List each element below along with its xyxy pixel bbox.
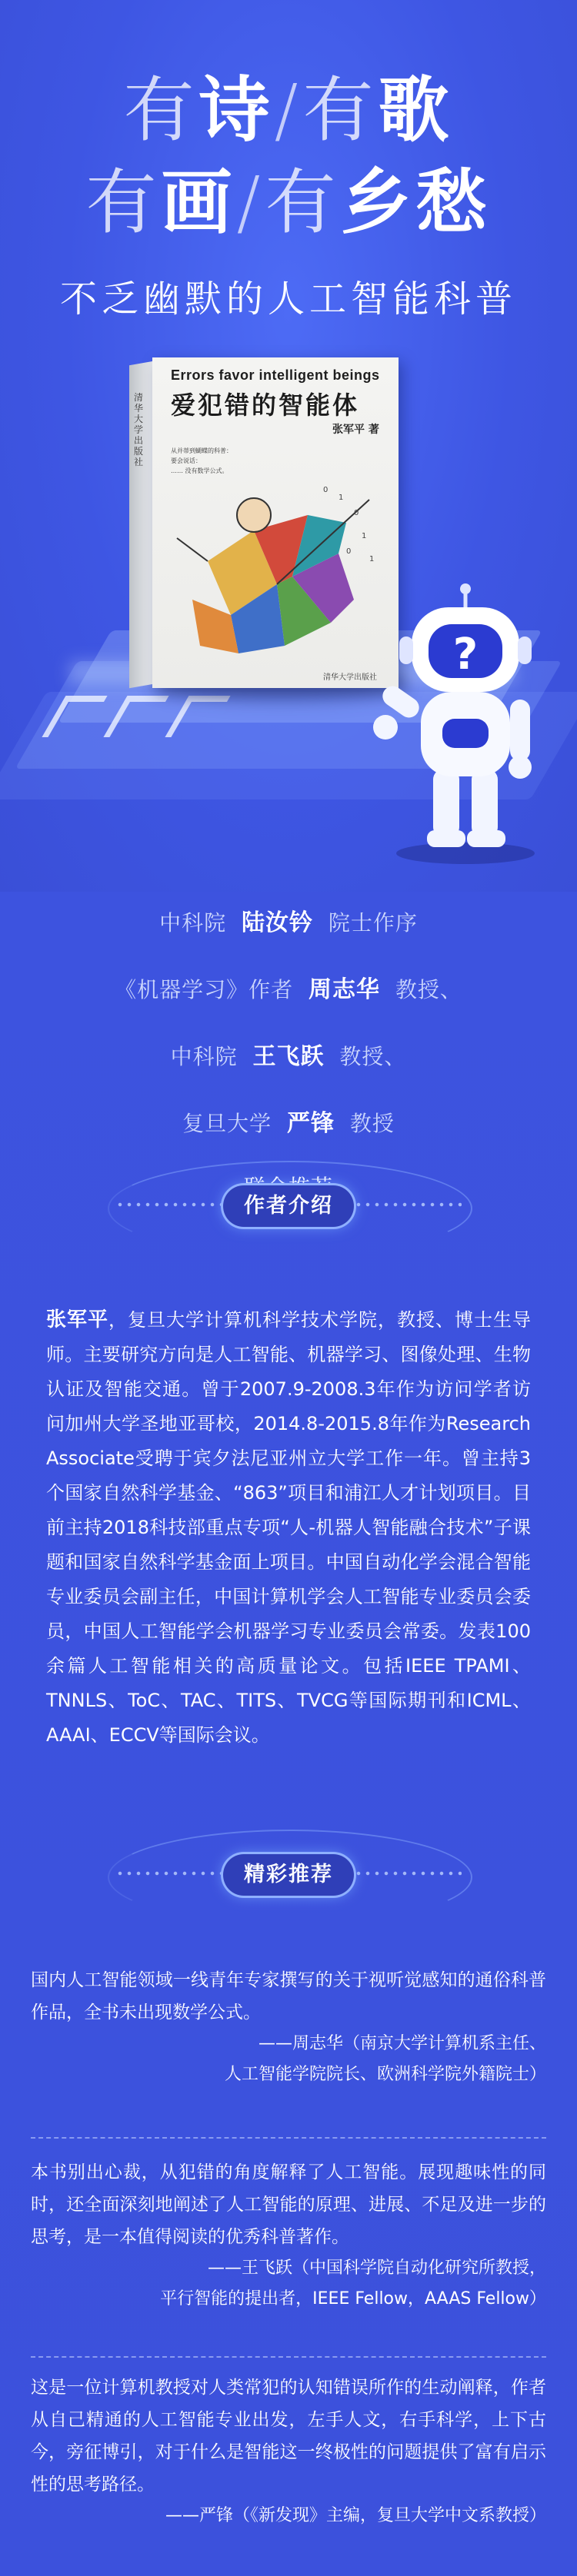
section-title-author: 作者介绍	[223, 1185, 354, 1227]
headline-slash: /	[236, 161, 265, 244]
recommendation-source: ——严锋（《新发现》主编，复旦大学中文系教授）	[165, 2506, 546, 2525]
endorser-name: 严锋	[287, 1110, 335, 1137]
headline-char: 有	[265, 161, 341, 244]
header-dots-decoration	[115, 1871, 223, 1876]
book-cover-line: 要会说话：	[171, 457, 202, 464]
endorser-role: 院士作序	[328, 910, 418, 936]
headline-char: 有	[302, 69, 379, 151]
robot-illustration	[365, 577, 565, 869]
endorser-role: 教授、	[395, 977, 462, 1002]
recommendation-source: 平行智能的提出者，IEEE Fellow，AAAS Fellow）	[160, 2289, 546, 2308]
endorser-name: 王飞跃	[252, 1043, 325, 1070]
endorser-name: 陆汝钤	[242, 909, 313, 936]
headline-slash: /	[274, 69, 303, 151]
svg-text:1: 1	[369, 555, 375, 563]
endorser-name: 周志华	[309, 976, 380, 1003]
section-title-highlights: 精彩推荐	[223, 1854, 354, 1896]
recommendation-source: 人工智能学院院长、欧洲科学院外籍院士）	[224, 2065, 546, 2084]
book-cover-illustration	[162, 469, 392, 669]
author-bio	[46, 1303, 531, 1753]
recommendation-source: ——王飞跃（中国科学院自动化研究所教授，	[207, 2259, 546, 2278]
book-title-chinese: 爱犯错的智能体	[171, 391, 360, 420]
svg-text:0: 0	[346, 547, 352, 556]
headline-char: 有	[123, 69, 199, 151]
book-spine-text: 清华大学出版社	[134, 392, 144, 467]
recommendation-card	[31, 1964, 546, 2090]
svg-text:1: 1	[362, 532, 367, 540]
svg-text:0: 0	[354, 509, 359, 517]
section-header-highlights	[0, 1814, 577, 1937]
headline-char: 乡愁	[340, 161, 492, 244]
header-dots-decoration	[354, 1871, 462, 1876]
book-author: 张军平 著	[332, 424, 379, 436]
book-title-english: Errors favor intelligent beings	[171, 367, 380, 383]
recommendation-text: 国内人工智能领域一线青年专家撰写的关于视听觉感知的通俗科普作品，全书未出现数学公式。	[31, 1970, 546, 2023]
endorser-line	[0, 903, 577, 937]
book-cover-line: …… 没有数学公式。	[171, 467, 228, 474]
headline-line-2	[0, 146, 577, 244]
headline-char: 歌	[378, 69, 454, 151]
subtitle: 不乏幽默的人工智能科普	[59, 278, 517, 321]
recommendation-text: 本书别出心裁，从犯错的角度解释了人工智能。展现趣味性的同时，还全面深刻地阐述了人工智能的原理、进展、不足及进一步的思考，是一本值得阅读的优秀科普著作。	[31, 2162, 546, 2247]
svg-text:1: 1	[339, 494, 344, 502]
recommendation-source: ——周志华（南京大学计算机系主任、	[258, 2034, 546, 2053]
dashed-divider	[31, 2137, 546, 2139]
svg-text:?: ?	[452, 630, 479, 680]
endorser-line	[0, 1104, 577, 1138]
book-publisher: 清华大学出版社	[323, 673, 377, 682]
author-name: 张军平	[46, 1308, 108, 1331]
headline-char: 诗	[198, 69, 275, 151]
endorser-role: 教授、	[339, 1044, 407, 1069]
recommendation-card	[31, 2372, 546, 2531]
recommendation-text: 这是一位计算机教授对人类常犯的认知错误所作的生动阐释，作者从自己精通的人工智能专业出发，左手人文，右手科学，上下古今，旁征博引，对于什么是智能这一终极性的问题提供了富有启示性的思考路径。	[31, 2378, 546, 2495]
endorser-line	[0, 1037, 577, 1071]
dashed-divider	[31, 2356, 546, 2358]
book-cover-line: 从并蒂到蝴蝶的科普：	[171, 447, 232, 454]
section-header-author	[0, 1145, 577, 1268]
endorser-line	[0, 970, 577, 1004]
header-dots-decoration	[115, 1202, 223, 1207]
endorser-org: 中科院	[170, 1044, 238, 1069]
svg-text:0: 0	[323, 486, 329, 494]
endorser-role: 教授	[349, 1111, 395, 1136]
recommendation-card	[31, 2156, 546, 2315]
headline-char: 有	[85, 161, 162, 244]
endorser-org: 复旦大学	[182, 1111, 272, 1136]
endorser-org: 《机器学习》作者	[115, 977, 294, 1002]
endorser-org: 中科院	[159, 910, 227, 936]
header-dots-decoration	[354, 1202, 462, 1207]
headline-char: 画	[161, 161, 237, 244]
headline-line-1	[0, 54, 577, 151]
author-bio-text: ，复旦大学计算机科学技术学院，教授、博士生导师。主要研究方向是人工智能、机器学习、图像处理、生物认证及智能交通。曾于2007.9-2008.3年作为访问学者访问加州大学圣地亚哥校，2014.8-2015.8年作为Research Associate受聘于宾夕法尼亚州立大学工作一年。曾主持3个国家自然科学基金、“863”项目和浦江人才计划项目。目前主持2018科技部重点专项“人-机器人智能融合技术”子课题和国家自然科学基金面上项目。中国自动化学会混合智能专业委员会副主任，中国计算机学会人工智能专业委员会委员，中国人工智能学会机器学习专业委员会常委。发表100余篇人工智能相关的高质量论文。包括IEEE TPAMI、TNNLS、ToC、TAC、TITS、TVCG等国际期刊和ICML、AAAI、ECCV等国际会议。	[46, 1309, 531, 1746]
